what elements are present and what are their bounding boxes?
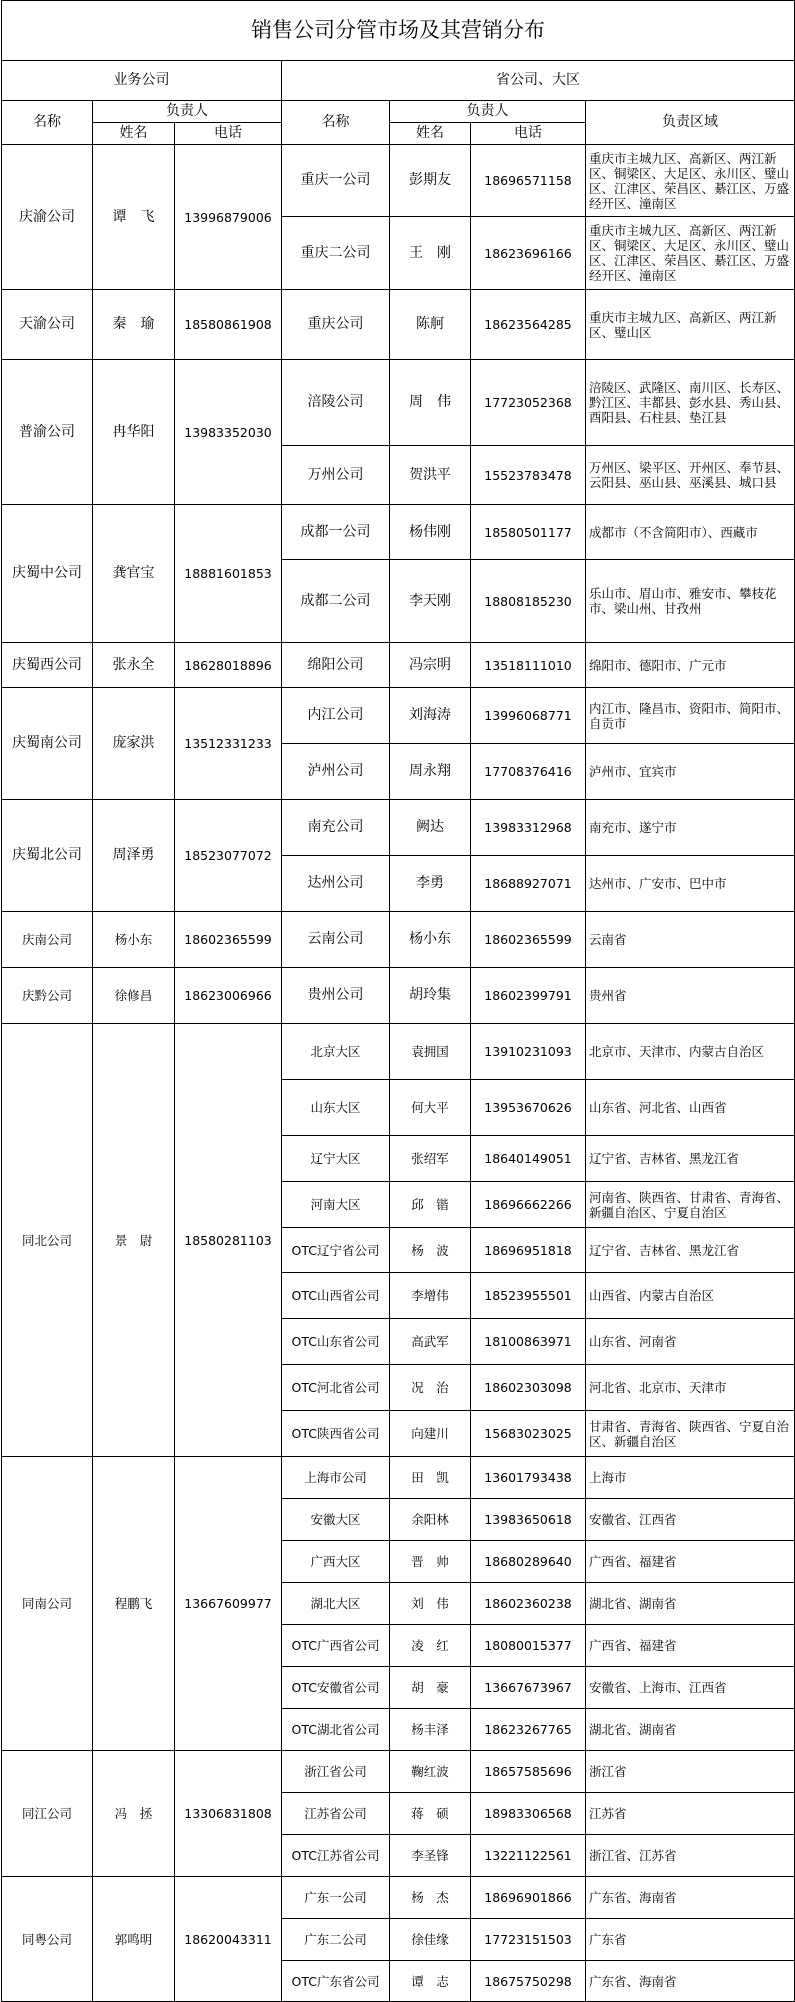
sub-company-person: 凌 红 bbox=[390, 1625, 471, 1667]
sub-company-name: 贵州公司 bbox=[282, 968, 390, 1024]
table-row bbox=[2, 360, 795, 446]
sub-company-name: 重庆二公司 bbox=[282, 217, 390, 290]
header-business-name: 名称 bbox=[2, 101, 93, 145]
sub-company-name: OTC山东省公司 bbox=[282, 1319, 390, 1365]
company-phone: 18602365599 bbox=[175, 912, 282, 968]
sub-company-name: 南充公司 bbox=[282, 800, 390, 856]
sub-company-phone: 13667673967 bbox=[471, 1667, 586, 1709]
sub-company-person: 鞠红波 bbox=[390, 1751, 471, 1793]
sub-company-name: OTC山西省公司 bbox=[282, 1273, 390, 1319]
header-business-phone: 电话 bbox=[175, 123, 282, 145]
sub-company-area: 安徽省、江西省 bbox=[586, 1499, 795, 1541]
sub-company-person: 贺洪平 bbox=[390, 446, 471, 505]
table-row bbox=[2, 643, 795, 688]
company-person: 郭鸣明 bbox=[93, 1877, 175, 2002]
table-row bbox=[2, 968, 795, 1024]
sub-company-area: 达州市、广安市、巴中市 bbox=[586, 856, 795, 912]
sub-company-area: 山东省、河南省 bbox=[586, 1319, 795, 1365]
sub-company-name: 成都一公司 bbox=[282, 505, 390, 560]
sub-company-area: 浙江省、江苏省 bbox=[586, 1835, 795, 1877]
sub-company-area: 重庆市主城九区、高新区、两江新区、铜梁区、大足区、永川区、璧山区、江津区、荣昌区、綦江区、万盛经开区、潼南区 bbox=[586, 145, 795, 217]
table-row bbox=[2, 1024, 795, 1080]
sub-company-area: 北京市、天津市、内蒙古自治区 bbox=[586, 1024, 795, 1080]
sub-company-phone: 18580501177 bbox=[471, 505, 586, 560]
sub-company-phone: 17723052368 bbox=[471, 360, 586, 446]
header-business-person-name: 姓名 bbox=[93, 123, 175, 145]
sub-company-name: 广东一公司 bbox=[282, 1877, 390, 1919]
company-name: 同南公司 bbox=[2, 1457, 93, 1751]
sub-company-phone: 18808185230 bbox=[471, 560, 586, 643]
company-name: 同粤公司 bbox=[2, 1877, 93, 2002]
company-person: 冯 拯 bbox=[93, 1751, 175, 1877]
company-name: 同江公司 bbox=[2, 1751, 93, 1877]
sub-company-area: 乐山市、眉山市、雅安市、攀枝花市、梁山州、甘孜州 bbox=[586, 560, 795, 643]
sub-company-area: 云南省 bbox=[586, 912, 795, 968]
company-person: 谭 飞 bbox=[93, 145, 175, 290]
sub-company-area: 广东省、海南省 bbox=[586, 1961, 795, 2002]
sub-company-area: 贵州省 bbox=[586, 968, 795, 1024]
sub-company-name: OTC辽宁省公司 bbox=[282, 1228, 390, 1273]
sub-company-area: 山西省、内蒙古自治区 bbox=[586, 1273, 795, 1319]
sub-company-area: 甘肃省、青海省、陕西省、宁夏自治区、新疆自治区 bbox=[586, 1411, 795, 1457]
sub-company-person: 李增伟 bbox=[390, 1273, 471, 1319]
table-row bbox=[2, 290, 795, 360]
sub-company-phone: 18696901866 bbox=[471, 1877, 586, 1919]
sub-company-person: 胡玲集 bbox=[390, 968, 471, 1024]
company-phone: 18620043311 bbox=[175, 1877, 282, 2002]
company-person: 杨小东 bbox=[93, 912, 175, 968]
sub-company-person: 李圣锋 bbox=[390, 1835, 471, 1877]
sub-company-person: 杨伟刚 bbox=[390, 505, 471, 560]
sub-company-person: 彭期友 bbox=[390, 145, 471, 217]
page-title: 销售公司分管市场及其营销分布 bbox=[2, 1, 795, 61]
sub-company-person: 张绍军 bbox=[390, 1136, 471, 1182]
table-row bbox=[2, 1457, 795, 1499]
sub-company-phone: 13518111010 bbox=[471, 643, 586, 688]
sub-company-area: 广西省、福建省 bbox=[586, 1625, 795, 1667]
table-row bbox=[2, 145, 795, 217]
sub-company-area: 安徽省、上海市、江西省 bbox=[586, 1667, 795, 1709]
sub-company-phone: 18602303098 bbox=[471, 1365, 586, 1411]
sub-company-phone: 18675750298 bbox=[471, 1961, 586, 2002]
sub-company-person: 陈舸 bbox=[390, 290, 471, 360]
sub-company-area: 广西省、福建省 bbox=[586, 1541, 795, 1583]
sub-company-phone: 18623696166 bbox=[471, 217, 586, 290]
sub-company-person: 王 刚 bbox=[390, 217, 471, 290]
company-phone: 18628018896 bbox=[175, 643, 282, 688]
sub-company-name: 重庆一公司 bbox=[282, 145, 390, 217]
sub-company-phone: 18602399791 bbox=[471, 968, 586, 1024]
sub-company-phone: 18696571158 bbox=[471, 145, 586, 217]
sub-company-person: 刘海涛 bbox=[390, 688, 471, 744]
sub-company-person: 冯宗明 bbox=[390, 643, 471, 688]
sub-company-person: 田 凯 bbox=[390, 1457, 471, 1499]
sub-company-person: 李勇 bbox=[390, 856, 471, 912]
sub-company-phone: 15683023025 bbox=[471, 1411, 586, 1457]
sub-company-phone: 13996068771 bbox=[471, 688, 586, 744]
sub-company-name: 泸州公司 bbox=[282, 744, 390, 800]
sub-company-phone: 15523783478 bbox=[471, 446, 586, 505]
sub-company-person: 何大平 bbox=[390, 1080, 471, 1136]
sub-company-person: 杨 杰 bbox=[390, 1877, 471, 1919]
table-row bbox=[2, 800, 795, 856]
sub-company-person: 向建川 bbox=[390, 1411, 471, 1457]
sub-company-name: 安徽大区 bbox=[282, 1499, 390, 1541]
table-row bbox=[2, 912, 795, 968]
company-name: 庆蜀北公司 bbox=[2, 800, 93, 912]
sub-company-phone: 18640149051 bbox=[471, 1136, 586, 1182]
header-sub-name: 名称 bbox=[282, 101, 390, 145]
sub-company-area: 湖北省、湖南省 bbox=[586, 1583, 795, 1625]
sub-company-name: 广西大区 bbox=[282, 1541, 390, 1583]
sub-company-name: 万州公司 bbox=[282, 446, 390, 505]
sub-company-area: 成都市（不含简阳市）、西藏市 bbox=[586, 505, 795, 560]
company-name: 普渝公司 bbox=[2, 360, 93, 505]
company-person: 张永全 bbox=[93, 643, 175, 688]
sub-company-phone: 18100863971 bbox=[471, 1319, 586, 1365]
sub-company-area: 江苏省 bbox=[586, 1793, 795, 1835]
company-phone: 18580861908 bbox=[175, 290, 282, 360]
sub-company-phone: 13601793438 bbox=[471, 1457, 586, 1499]
sub-company-area: 广东省 bbox=[586, 1919, 795, 1961]
sub-company-name: 山东大区 bbox=[282, 1080, 390, 1136]
sub-company-phone: 18602365599 bbox=[471, 912, 586, 968]
company-person: 景 尉 bbox=[93, 1024, 175, 1457]
distribution-table bbox=[1, 0, 795, 2002]
sub-company-area: 上海市 bbox=[586, 1457, 795, 1499]
company-name: 庆黔公司 bbox=[2, 968, 93, 1024]
sub-company-name: 河南大区 bbox=[282, 1182, 390, 1228]
table-row bbox=[2, 505, 795, 560]
sub-company-name: OTC江苏省公司 bbox=[282, 1835, 390, 1877]
sub-company-area: 湖北省、湖南省 bbox=[586, 1709, 795, 1751]
header-area: 负责区域 bbox=[586, 101, 795, 145]
table-row bbox=[2, 1877, 795, 1919]
company-phone: 18623006966 bbox=[175, 968, 282, 1024]
sub-company-name: 广东二公司 bbox=[282, 1919, 390, 1961]
sub-company-person: 邱 锴 bbox=[390, 1182, 471, 1228]
header-sub-person-name: 姓名 bbox=[390, 123, 471, 145]
sub-company-area: 泸州市、宜宾市 bbox=[586, 744, 795, 800]
sub-company-phone: 18623564285 bbox=[471, 290, 586, 360]
sub-company-area: 浙江省 bbox=[586, 1751, 795, 1793]
company-phone: 13983352030 bbox=[175, 360, 282, 505]
sub-company-phone: 18080015377 bbox=[471, 1625, 586, 1667]
sub-company-person: 阙达 bbox=[390, 800, 471, 856]
sub-company-phone: 18688927071 bbox=[471, 856, 586, 912]
table-row bbox=[2, 1751, 795, 1793]
sub-company-phone: 13953670626 bbox=[471, 1080, 586, 1136]
sub-company-phone: 13221122561 bbox=[471, 1835, 586, 1877]
sub-company-name: 内江公司 bbox=[282, 688, 390, 744]
sub-company-phone: 18602360238 bbox=[471, 1583, 586, 1625]
sub-company-person: 况 治 bbox=[390, 1365, 471, 1411]
sub-company-person: 杨 波 bbox=[390, 1228, 471, 1273]
sub-company-name: 涪陵公司 bbox=[282, 360, 390, 446]
sub-company-phone: 17723151503 bbox=[471, 1919, 586, 1961]
sub-company-person: 谭 志 bbox=[390, 1961, 471, 2002]
sub-company-phone: 13983312968 bbox=[471, 800, 586, 856]
sub-company-phone: 13910231093 bbox=[471, 1024, 586, 1080]
sub-company-name: OTC河北省公司 bbox=[282, 1365, 390, 1411]
sub-company-person: 徐佳缘 bbox=[390, 1919, 471, 1961]
company-person: 冉华阳 bbox=[93, 360, 175, 505]
sub-company-phone: 18623267765 bbox=[471, 1709, 586, 1751]
sub-company-person: 杨小东 bbox=[390, 912, 471, 968]
sub-company-area: 南充市、遂宁市 bbox=[586, 800, 795, 856]
sub-company-phone: 18680289640 bbox=[471, 1541, 586, 1583]
sub-company-person: 蒋 硕 bbox=[390, 1793, 471, 1835]
sub-company-name: 浙江省公司 bbox=[282, 1751, 390, 1793]
header-business-person: 负责人 bbox=[93, 101, 282, 123]
company-person: 庞家洪 bbox=[93, 688, 175, 800]
header-business: 业务公司 bbox=[2, 61, 282, 101]
sub-company-name: OTC广东省公司 bbox=[282, 1961, 390, 2002]
sub-company-area: 广东省、海南省 bbox=[586, 1877, 795, 1919]
company-name: 庆蜀西公司 bbox=[2, 643, 93, 688]
company-name: 庆蜀中公司 bbox=[2, 505, 93, 643]
sub-company-name: 湖北大区 bbox=[282, 1583, 390, 1625]
sub-company-area: 绵阳市、德阳市、广元市 bbox=[586, 643, 795, 688]
company-phone: 13996879006 bbox=[175, 145, 282, 290]
sub-company-person: 袁拥国 bbox=[390, 1024, 471, 1080]
sub-company-person: 晋 帅 bbox=[390, 1541, 471, 1583]
sub-company-name: 成都二公司 bbox=[282, 560, 390, 643]
header-province: 省公司、大区 bbox=[282, 61, 795, 101]
company-phone: 18580281103 bbox=[175, 1024, 282, 1457]
company-person: 程鹏飞 bbox=[93, 1457, 175, 1751]
sub-company-name: 重庆公司 bbox=[282, 290, 390, 360]
sub-company-phone: 18657585696 bbox=[471, 1751, 586, 1793]
sub-company-person: 余阳林 bbox=[390, 1499, 471, 1541]
sub-company-area: 山东省、河北省、山西省 bbox=[586, 1080, 795, 1136]
sub-company-area: 河南省、陕西省、甘肃省、青海省、新疆自治区、宁夏自治区 bbox=[586, 1182, 795, 1228]
sub-company-person: 周永翔 bbox=[390, 744, 471, 800]
sub-company-phone: 13983650618 bbox=[471, 1499, 586, 1541]
sub-company-person: 李天刚 bbox=[390, 560, 471, 643]
sub-company-name: OTC陕西省公司 bbox=[282, 1411, 390, 1457]
sub-company-name: 北京大区 bbox=[282, 1024, 390, 1080]
header-sub-person: 负责人 bbox=[390, 101, 586, 123]
sub-company-phone: 18696951818 bbox=[471, 1228, 586, 1273]
sub-company-phone: 17708376416 bbox=[471, 744, 586, 800]
sub-company-name: 绵阳公司 bbox=[282, 643, 390, 688]
sub-company-area: 万州区、梁平区、开州区、奉节县、云阳县、巫山县、巫溪县、城口县 bbox=[586, 446, 795, 505]
company-name: 庆渝公司 bbox=[2, 145, 93, 290]
sub-company-area: 重庆市主城九区、高新区、两江新区、铜梁区、大足区、永川区、璧山区、江津区、荣昌区、綦江区、万盛经开区、潼南区 bbox=[586, 217, 795, 290]
sub-company-area: 辽宁省、吉林省、黑龙江省 bbox=[586, 1228, 795, 1273]
sub-company-name: OTC广西省公司 bbox=[282, 1625, 390, 1667]
company-person: 徐修昌 bbox=[93, 968, 175, 1024]
company-phone: 18881601853 bbox=[175, 505, 282, 643]
company-phone: 13667609977 bbox=[175, 1457, 282, 1751]
company-person: 周泽勇 bbox=[93, 800, 175, 912]
company-phone: 18523077072 bbox=[175, 800, 282, 912]
sub-company-person: 周 伟 bbox=[390, 360, 471, 446]
sub-company-name: 达州公司 bbox=[282, 856, 390, 912]
sub-company-name: 上海市公司 bbox=[282, 1457, 390, 1499]
sub-company-person: 高武军 bbox=[390, 1319, 471, 1365]
company-name: 庆南公司 bbox=[2, 912, 93, 968]
header-sub-phone: 电话 bbox=[471, 123, 586, 145]
sub-company-area: 河北省、北京市、天津市 bbox=[586, 1365, 795, 1411]
sub-company-name: 辽宁大区 bbox=[282, 1136, 390, 1182]
company-person: 龚官宝 bbox=[93, 505, 175, 643]
sub-company-person: 胡 豪 bbox=[390, 1667, 471, 1709]
table-row bbox=[2, 688, 795, 744]
sub-company-person: 刘 伟 bbox=[390, 1583, 471, 1625]
sub-company-phone: 18696662266 bbox=[471, 1182, 586, 1228]
company-name: 天渝公司 bbox=[2, 290, 93, 360]
company-phone: 13512331233 bbox=[175, 688, 282, 800]
sub-company-area: 内江市、隆昌市、资阳市、简阳市、自贡市 bbox=[586, 688, 795, 744]
sub-company-area: 辽宁省、吉林省、黑龙江省 bbox=[586, 1136, 795, 1182]
company-person: 秦 瑜 bbox=[93, 290, 175, 360]
sub-company-phone: 18983306568 bbox=[471, 1793, 586, 1835]
sub-company-person: 杨丰泽 bbox=[390, 1709, 471, 1751]
company-name: 同北公司 bbox=[2, 1024, 93, 1457]
company-phone: 13306831808 bbox=[175, 1751, 282, 1877]
sub-company-name: 云南公司 bbox=[282, 912, 390, 968]
sub-company-area: 重庆市主城九区、高新区、两江新区、璧山区 bbox=[586, 290, 795, 360]
sub-company-name: OTC安徽省公司 bbox=[282, 1667, 390, 1709]
company-name: 庆蜀南公司 bbox=[2, 688, 93, 800]
sub-company-name: 江苏省公司 bbox=[282, 1793, 390, 1835]
sub-company-name: OTC湖北省公司 bbox=[282, 1709, 390, 1751]
sub-company-phone: 18523955501 bbox=[471, 1273, 586, 1319]
sub-company-area: 涪陵区、武隆区、南川区、长寿区、黔江区、丰都县、彭水县、秀山县、酉阳县、石柱县、垫江县 bbox=[586, 360, 795, 446]
